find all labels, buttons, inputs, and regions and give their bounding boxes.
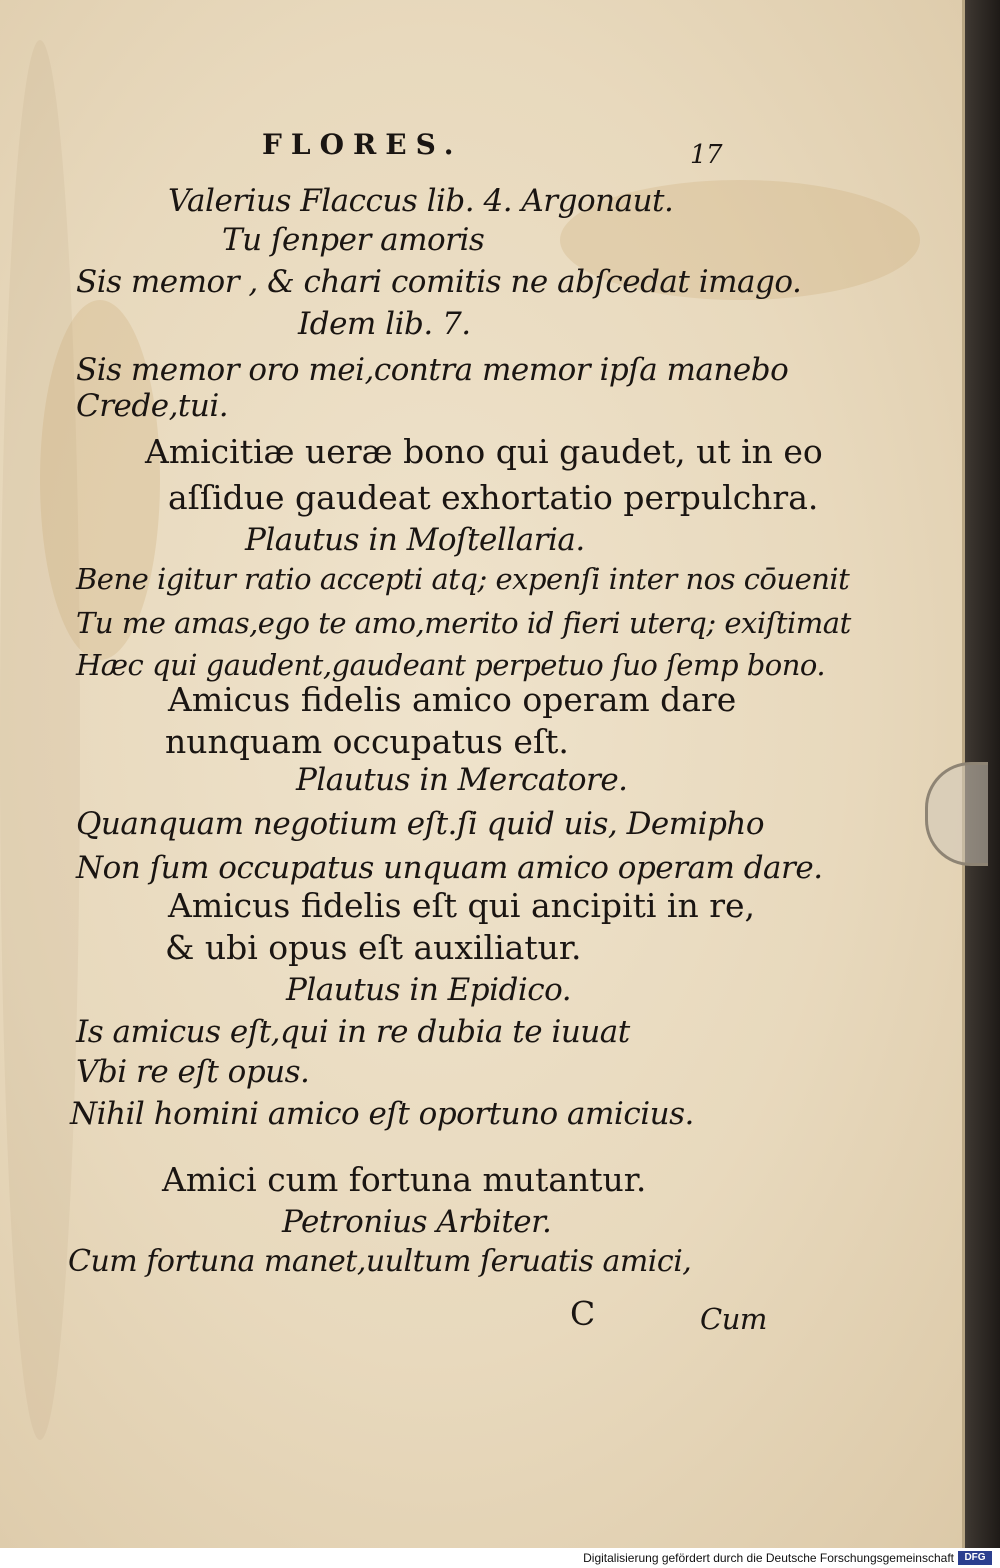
text-line: Amicus fidelis amico operam dare <box>168 680 737 719</box>
text-line: Plautus in Epidico. <box>286 972 572 1008</box>
text-line: Idem lib. 7. <box>298 306 471 342</box>
text-line: Crede,tui. <box>76 388 229 424</box>
text-line: nunquam occupatus eſt. <box>165 722 569 761</box>
running-head: FLORES. <box>262 128 463 161</box>
text-line: Sis memor oro mei,contra memor ipſa manebo <box>76 352 789 388</box>
footer-bar <box>0 1548 1000 1568</box>
catchword: Cum <box>700 1302 767 1336</box>
text-line: Cum fortuna manet,uultum ſeruatis amici, <box>68 1244 692 1279</box>
text-line: Amicitiæ ueræ bono qui gaudet, ut in eo <box>145 432 823 471</box>
text-line: Amici cum fortuna mutantur. <box>162 1160 647 1199</box>
text-line: Plautus in Moſtellaria. <box>245 522 585 558</box>
text-line: Tu me amas,ego te amo,merito id fieri uterq; exiſtimat <box>76 606 851 640</box>
text-line: Quanquam negotium eſt.ſi quid uis, Demipho <box>76 806 765 842</box>
page-number: 17 <box>690 140 723 170</box>
gutter-shadow <box>0 40 80 1440</box>
text-line: aſſidue gaudeat exhortatio perpulchra. <box>168 478 819 517</box>
text-line: Valerius Flaccus lib. 4. Argonaut. <box>168 183 674 219</box>
text-line: Nihil homini amico eſt oportuno amicius. <box>70 1096 694 1132</box>
dfg-logo: DFG <box>958 1551 992 1565</box>
funding-credit: Digitalisierung gefördert durch die Deutsche Forschungsgemeinschaft <box>583 1551 954 1565</box>
text-line: & ubi opus eſt auxiliatur. <box>165 928 582 967</box>
text-line: Bene igitur ratio accepti atq; expenſi inter nos cōuenit <box>76 562 850 596</box>
signature-mark: C <box>570 1294 596 1333</box>
text-line: Vbi re eſt opus. <box>76 1054 310 1090</box>
text-line: Is amicus eſt,qui in re dubia te iuuat <box>76 1014 630 1050</box>
text-line: Amicus fidelis eſt qui ancipiti in re, <box>168 886 755 925</box>
text-line: Tu ſenper amoris <box>222 222 485 258</box>
text-line: Non ſum occupatus unquam amico operam dare. <box>76 850 823 886</box>
text-line: Petronius Arbiter. <box>282 1204 552 1240</box>
text-line: Hæc qui gaudent,gaudeant perpetuo ſuo ſemp bono. <box>76 648 826 682</box>
text-line: Sis memor , & chari comitis ne abſcedat imago. <box>76 264 802 300</box>
text-line: Plautus in Mercatore. <box>296 762 628 798</box>
